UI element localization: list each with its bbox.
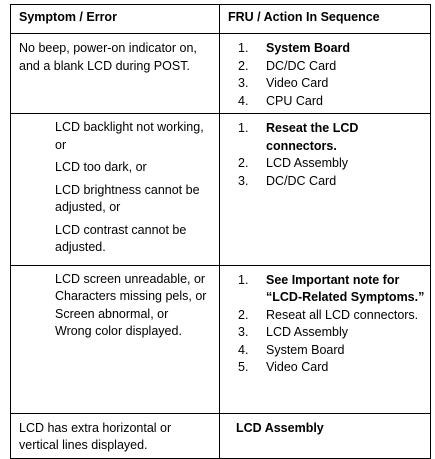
- symptom-text: Screen abnormal, or: [55, 306, 169, 321]
- fru-action-cell: [220, 114, 431, 266]
- action-step: [238, 342, 426, 360]
- step-text: Reseat the LCD connectors.: [266, 121, 359, 153]
- action-step: [238, 120, 426, 155]
- action-step: [238, 155, 426, 173]
- table-row: [11, 114, 431, 266]
- step-number: 3.: [238, 325, 249, 339]
- fru-action-cell: [220, 34, 431, 114]
- action-step: [238, 58, 426, 76]
- action-step: [238, 307, 426, 325]
- fru-table: [10, 4, 431, 459]
- symptom-text: Wrong color displayed.: [55, 324, 182, 338]
- step-number: 2.: [238, 307, 249, 322]
- action-step: [238, 75, 426, 93]
- action-step: [238, 93, 426, 111]
- table-header-row: [11, 5, 431, 34]
- step-text: System Board: [266, 342, 345, 357]
- step-number: 5.: [238, 360, 249, 374]
- step-number: 1.: [238, 121, 249, 135]
- step-number: 2.: [238, 156, 249, 170]
- action-step: [238, 40, 426, 58]
- symptom-text: LCD too dark, or: [55, 160, 147, 174]
- action-step: [238, 173, 426, 191]
- action-step: [238, 272, 426, 307]
- step-text: System Board: [266, 41, 351, 55]
- header-symptom-error: Symptom / Error: [11, 5, 220, 34]
- table-row: [11, 265, 431, 413]
- table-row: [11, 34, 431, 114]
- header-fru-action: FRU / Action In Sequence: [220, 5, 431, 34]
- symptom-text: LCD brightness cannot be adjusted, or: [55, 182, 200, 214]
- symptom-cell: [11, 265, 220, 413]
- step-text: LCD Assembly: [266, 325, 348, 339]
- symptom-text: Characters missing pels, or: [55, 289, 207, 303]
- step-text: Reseat all LCD connectors.: [266, 307, 419, 322]
- step-text: CPU Card: [266, 93, 323, 108]
- step-number: 2.: [238, 58, 249, 73]
- action-step: [238, 324, 426, 342]
- symptom-cell: [11, 413, 220, 458]
- step-number: 1.: [238, 272, 249, 287]
- symptom-text: LCD backlight not working, or: [55, 120, 204, 152]
- action-step: [238, 359, 426, 377]
- symptom-text: LCD contrast cannot be adjusted.: [55, 222, 187, 254]
- action-text: LCD Assembly: [236, 420, 324, 435]
- step-text: DC/DC Card: [266, 58, 337, 73]
- fru-action-cell: [220, 413, 431, 458]
- step-number: 3.: [238, 76, 249, 90]
- symptom-cell: [11, 34, 220, 114]
- step-number: 4.: [238, 93, 249, 108]
- fru-action-cell: [220, 265, 431, 413]
- symptom-cell: [11, 114, 220, 266]
- step-number: 3.: [238, 173, 249, 188]
- step-text: Video Card: [266, 76, 329, 90]
- step-text: DC/DC Card: [266, 173, 337, 188]
- symptom-text: LCD has extra horizontal or vertical lines displayed.: [19, 420, 172, 452]
- step-number: 4.: [238, 342, 249, 357]
- step-text: LCD Assembly: [266, 156, 348, 170]
- table-row: [11, 413, 431, 458]
- action-list: [238, 40, 426, 110]
- step-text: See Important note for “LCD-Related Symptoms.”: [266, 272, 425, 304]
- step-number: 1.: [238, 41, 249, 55]
- action-list: [238, 272, 426, 377]
- step-text: Video Card: [266, 360, 329, 374]
- symptom-text: No beep, power-on indicator on, and a blank LCD during POST.: [19, 41, 197, 73]
- symptom-text: LCD screen unreadable, or: [55, 271, 206, 286]
- action-list: [238, 120, 426, 190]
